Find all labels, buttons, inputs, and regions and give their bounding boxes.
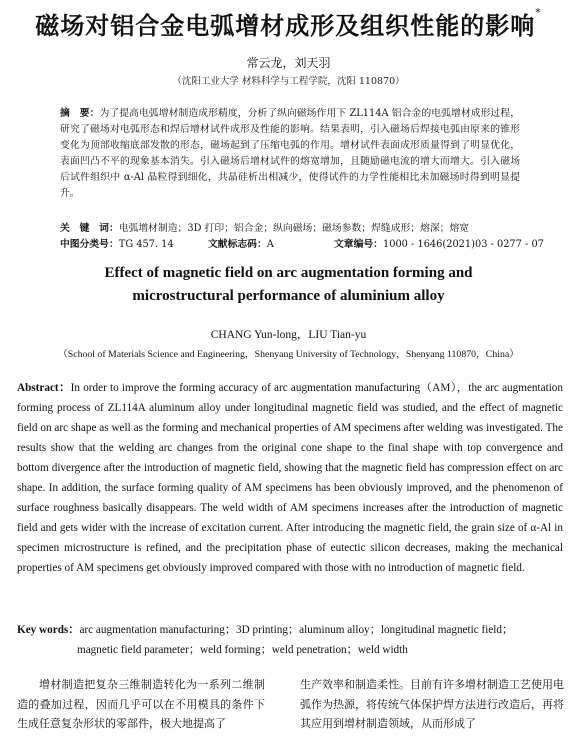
doc-code-label: 文献标志码：	[208, 239, 267, 250]
en-affiliation: （School of Materials Science and Engineering，Shenyang University of Technology，Shenyang 110870，China）	[57, 349, 520, 360]
article-no-label: 文章编号：	[334, 239, 383, 250]
body-column-left: 增材制造把复杂三维制造转化为一系列二维制造的叠加过程，因而几乎可以在不用模具的条件下生成任意复杂形状的零部件，极大地提高了	[17, 678, 265, 730]
cn-authors: 常云龙，刘天羽	[246, 56, 331, 70]
article-no-value: 1000 - 1646(2021)03 - 0277 - 07	[382, 239, 544, 250]
clc-label: 中图分类号：	[60, 239, 119, 250]
en-authors: CHANG Yun-long，LIU Tian-yu	[210, 329, 367, 341]
en-title-line-2: microstructural performance of aluminium alloy	[132, 288, 445, 304]
en-abstract-label: Abstract：	[17, 382, 71, 394]
cn-abstract-label: 摘 要：	[60, 108, 100, 119]
cn-keywords-label: 关 键 词：	[60, 223, 119, 234]
clc-item	[60, 237, 174, 253]
cn-abstract-text: 为了提高电弧增材制造成形精度，分析了纵向磁场作用下 ZL114A 铝合金的电弧增材成形过程，研究了磁场对电弧形态和焊后增材试件成形及性能的影响。结果表明，引入磁场后焊接电弧由原来的锥形变化为顶部收缩底部发散的形态，磁场起到了压缩电弧的作用。增材试件表面成形质量得到了明显优化，表面凹凸不平的现象基本消失。引入磁场后增材试件的熔宽增加，且随励磁电流的增大而增大。引入磁场后试件组织中 α-Al 晶粒得到细化，共晶硅析出相减少，使得试件的力学性能相比未加磁场时得到明显提升。	[60, 108, 521, 199]
cn-title-text: 磁场对铝合金电弧增材成形及组织性能的影响	[35, 12, 536, 40]
cn-abstract	[60, 106, 520, 202]
cn-title	[0, 6, 577, 41]
en-title-line-1: Effect of magnetic field on arc augmentation forming and	[104, 265, 473, 281]
article-no-item	[334, 237, 544, 253]
en-abstract	[17, 378, 563, 578]
cn-affiliation: （沈阳工业大学 材料科学与工程学院，沈阳 110870）	[172, 76, 405, 87]
en-keywords-label: Key words：	[17, 624, 80, 636]
doc-code-value: A	[266, 239, 274, 250]
en-keywords-line-2: magnetic field parameter；weld forming；weld penetration；weld width	[77, 644, 408, 656]
doc-code-item	[208, 237, 274, 253]
en-keywords-line-1: arc augmentation manufacturing；3D printing；aluminum alloy；longitudinal magnetic field；	[79, 624, 514, 636]
en-abstract-text: In order to improve the forming accuracy of arc augmentation manufacturing（AM），the arc augmentation forming process of ZL114A aluminum alloy under longitudinal magnetic field was studied, and the effect of magnetic field on arc shape as well as the forming and mechanical properties of AM specimens after welding was investigated. The results show that the welding arc changes from the original cone shape to the final shape with top convergence and bottom divergence after the introduction of magnetic field, showing that the magnetic field has compression effect on arc shape. In addition, the surface forming quality of AM specimens has been obviously improved, and the phenomenon of surface roughness basically disappears. The weld width of AM specimens increases after the introduction of magnetic field and gets wider with the increase of excitation current. After introducing the magnetic field, the grain size of α-Al in specimen microstructure is refined, and the precipitation phase of eutectic silicon decreases, making the mechanical properties of AM specimens get obviously improved compared with those with no introduction of magnetic field.	[17, 382, 563, 574]
body-column-right: 生产效率和制造柔性。目前有许多增材制造工艺使用电弧作为热源，将传统气体保护焊方法进行改造后，再将其应用到增材制造领域，从而形成了	[300, 678, 564, 730]
en-title	[0, 262, 577, 308]
clc-value: TG 457. 14	[118, 239, 174, 250]
en-keywords	[17, 620, 563, 660]
cn-keywords	[60, 221, 530, 237]
cn-keywords-text: 电弧增材制造；3D 打印；铝合金；纵向磁场；磁场参数；焊缝成形；熔深；熔宽	[118, 223, 470, 234]
title-footnote-mark: *	[535, 6, 542, 19]
